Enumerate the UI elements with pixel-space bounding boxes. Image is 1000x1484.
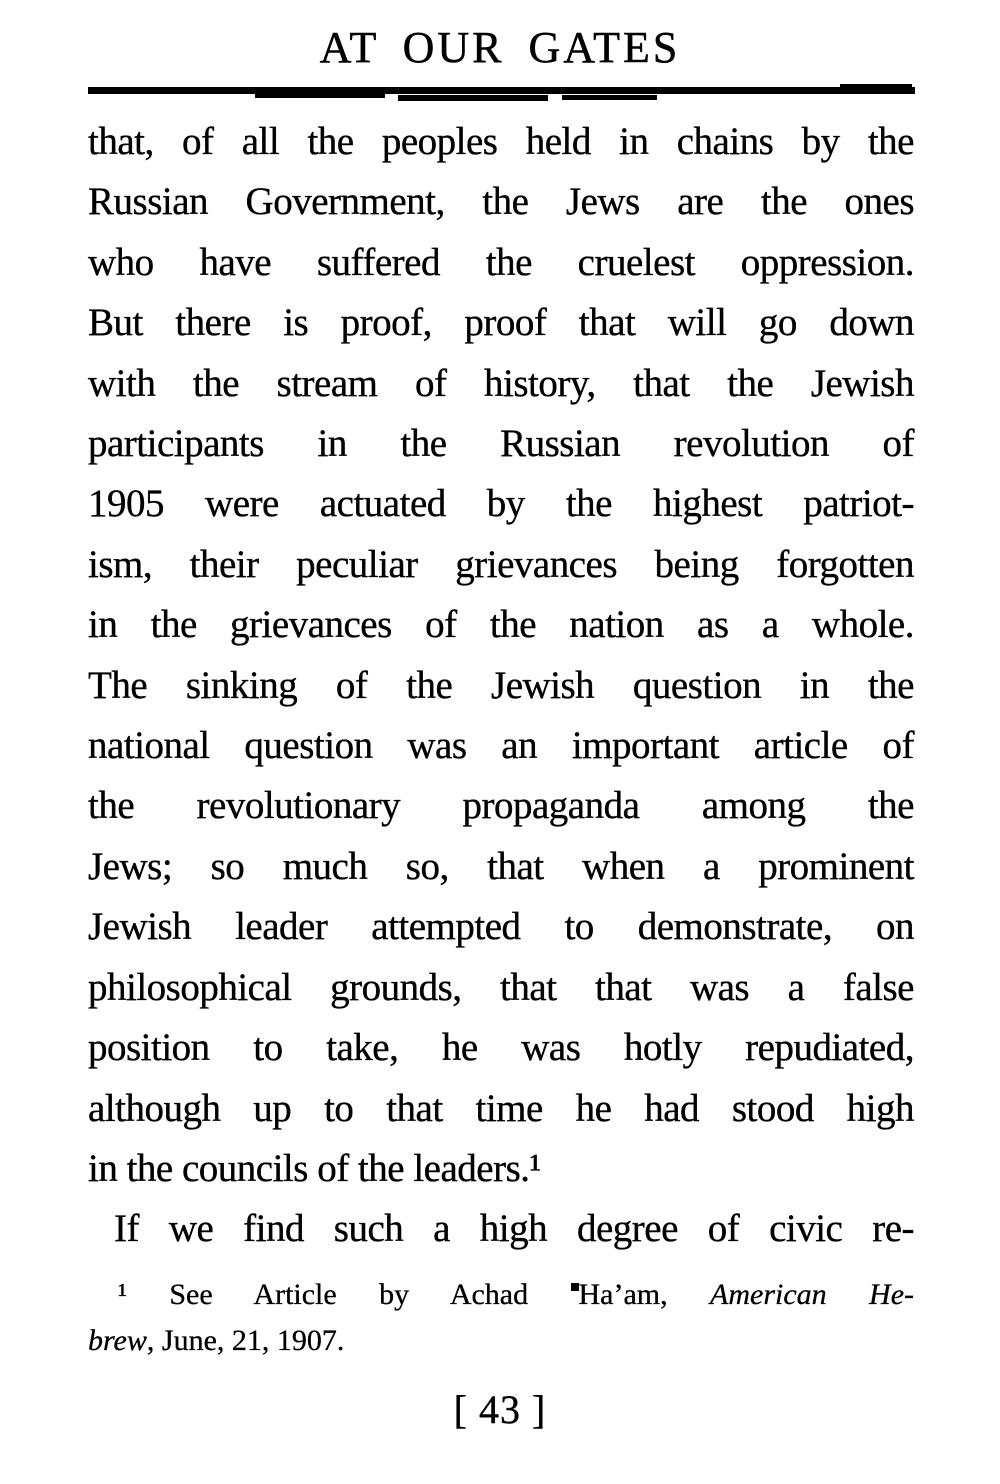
rule-ink-smudge (255, 94, 385, 98)
page-title: AT OUR GATES (319, 23, 681, 72)
text-line: national question was an important article of (88, 724, 914, 768)
text-line: although up to that time he had stood high (88, 1086, 914, 1130)
footnote-marker-text: ¹ See Article by Achad (118, 1278, 571, 1311)
footnote (88, 1272, 914, 1364)
rule-ink-smudge (562, 95, 657, 100)
text-line: in the grievances of the nation as a whole. (88, 603, 914, 647)
text-line: who have suffered the cruelest oppression. (88, 240, 914, 284)
text-line: philosophical grounds, that that was a false (88, 965, 914, 1009)
text-line-paragraph-start: If we find such a high degree of civic re- (114, 1207, 914, 1251)
text-line: 1905 were actuated by the highest patriot- (88, 482, 914, 526)
text-line: with the stream of history, that the Jewish (88, 361, 914, 405)
text-line: Russian Government, the Jews are the ones (88, 180, 914, 224)
footnote-citation-date: , June, 21, 1907. (146, 1324, 345, 1357)
ink-spot (571, 1283, 579, 1291)
text-line: participants in the Russian revolution of (88, 422, 914, 466)
header-rule (88, 87, 915, 94)
text-line: Jews; so much so, that when a prominent (88, 844, 914, 888)
text-line: The sinking of the Jewish question in the (88, 663, 914, 707)
text-line: ism, their peculiar grievances being forgotten (88, 542, 914, 586)
text-line: Jewish leader attempted to demonstrate, on (88, 905, 914, 949)
text-line-paragraph-end: in the councils of the leaders.¹ (88, 1146, 541, 1190)
footnote-line (88, 1318, 914, 1364)
rule-ink-smudge (398, 95, 548, 101)
page-number: [ 43 ] (453, 1387, 547, 1432)
body-text (88, 112, 914, 1260)
text-line: the revolutionary propaganda among the (88, 784, 914, 828)
footnote-line (88, 1272, 914, 1318)
text-line: that, of all the peoples held in chains by the (88, 120, 914, 163)
footnote-author-name: Ha’am, (578, 1278, 711, 1311)
rule-ink-smudge (840, 84, 912, 88)
text-line: But there is proof, proof that will go down (88, 301, 914, 345)
text-line: position to take, he was hotly repudiated, (88, 1026, 914, 1070)
footnote-work-title-continued: brew (88, 1324, 147, 1357)
footnote-work-title: American He- (710, 1278, 914, 1311)
